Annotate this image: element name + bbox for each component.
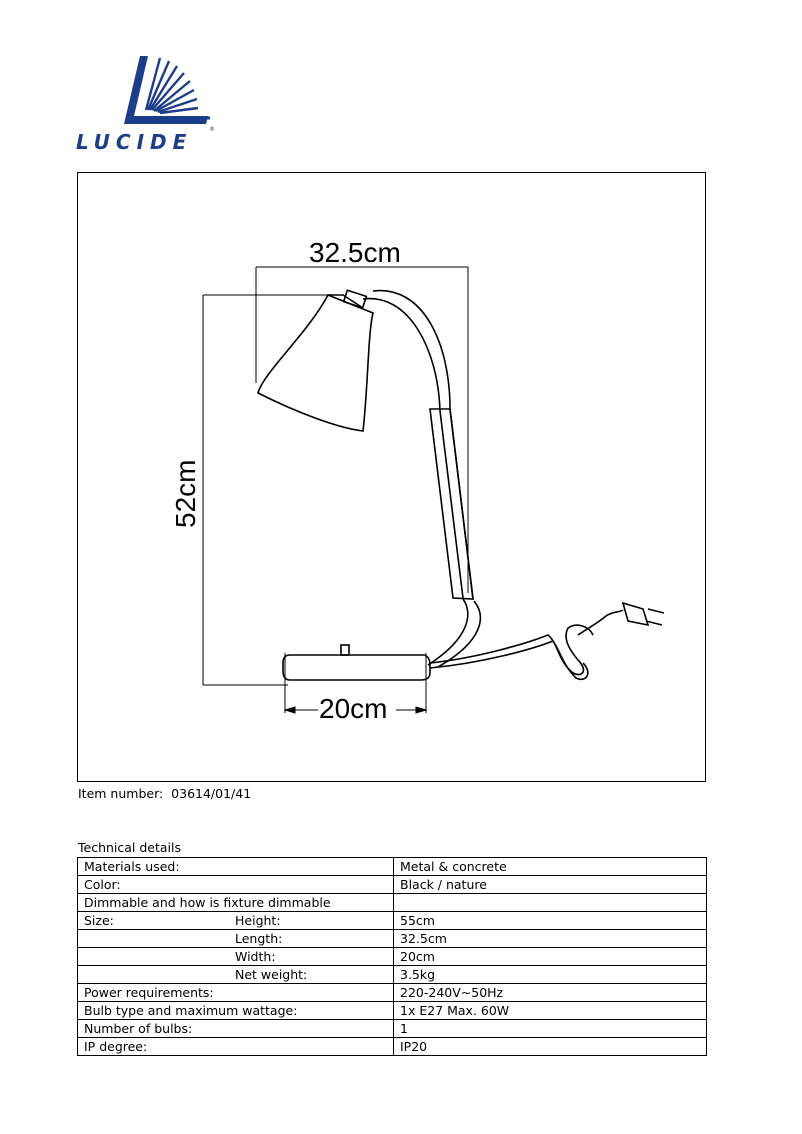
row-label: Number of bulbs: xyxy=(84,1021,193,1036)
brand-wordmark: LUCIDE xyxy=(76,130,193,154)
row-sublabel: Height: xyxy=(235,913,281,928)
row-sublabel: Width: xyxy=(235,949,276,964)
row-label xyxy=(78,966,230,984)
row-label xyxy=(78,930,230,948)
registered-mark: ® xyxy=(209,126,215,133)
row-value: 32.5cm xyxy=(394,930,707,948)
row-label: Color: xyxy=(84,877,121,892)
item-number-value: 03614/01/41 xyxy=(171,786,252,801)
table-row xyxy=(78,1020,707,1038)
table-row xyxy=(78,912,707,930)
row-label: Materials used: xyxy=(84,859,180,874)
row-value: 1 xyxy=(394,1020,707,1038)
row-label: Bulb type and maximum wattage: xyxy=(84,1003,298,1018)
row-value: 220-240V~50Hz xyxy=(394,984,707,1002)
row-value: 55cm xyxy=(394,912,707,930)
row-value xyxy=(394,894,707,912)
width-label: 32.5cm xyxy=(309,237,401,268)
table-row xyxy=(78,894,707,912)
base-width-label: 20cm xyxy=(319,693,388,724)
row-label xyxy=(78,948,230,966)
table-row xyxy=(78,858,707,876)
row-value: IP20 xyxy=(394,1038,707,1056)
row-value: 3.5kg xyxy=(394,966,707,984)
table-row xyxy=(78,876,707,894)
table-row xyxy=(78,1002,707,1020)
item-number xyxy=(78,786,251,801)
row-sublabel: Net weight: xyxy=(235,967,308,982)
height-label: 52cm xyxy=(170,459,201,528)
row-value: 20cm xyxy=(394,948,707,966)
technical-drawing xyxy=(77,172,706,782)
row-label: Size: xyxy=(84,913,114,928)
table-row xyxy=(78,948,707,966)
lamp-outline xyxy=(258,290,664,680)
table-row xyxy=(78,966,707,984)
row-label: IP degree: xyxy=(84,1039,148,1054)
technical-details-table xyxy=(77,857,707,1056)
table-row xyxy=(78,984,707,1002)
row-label: Power requirements: xyxy=(84,985,214,1000)
row-value: Black / nature xyxy=(394,876,707,894)
row-value: Metal & concrete xyxy=(394,858,707,876)
table-row xyxy=(78,930,707,948)
table-row xyxy=(78,1038,707,1056)
row-label: Dimmable and how is fixture dimmable xyxy=(84,895,331,910)
technical-details-title: Technical details xyxy=(78,840,182,855)
item-number-label: Item number: xyxy=(78,786,164,801)
row-value: 1x E27 Max. 60W xyxy=(394,1002,707,1020)
row-sublabel: Length: xyxy=(235,931,283,946)
